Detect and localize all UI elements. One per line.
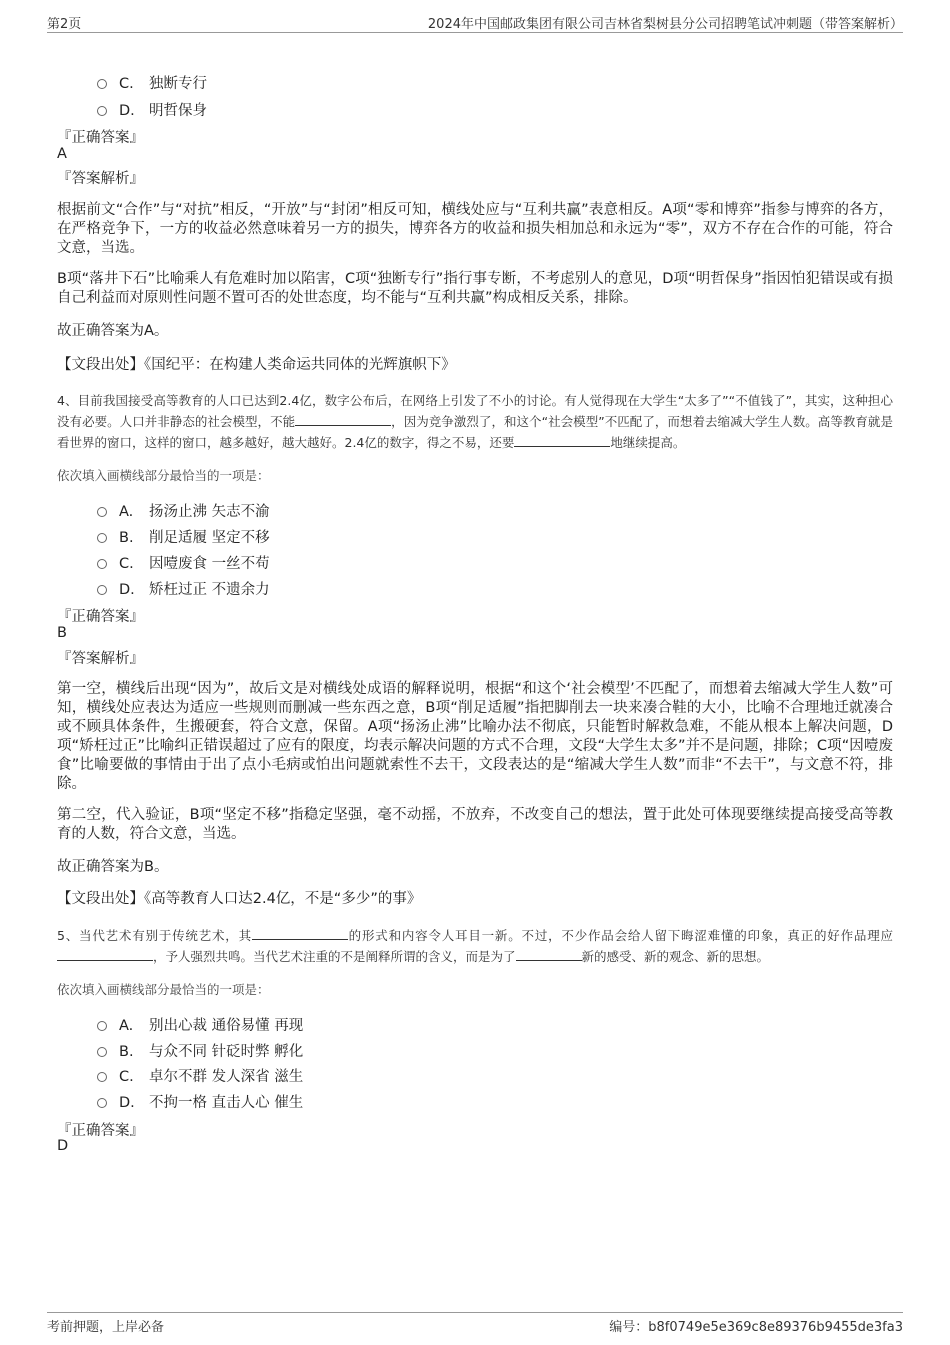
radio-icon[interactable] <box>97 1098 107 1108</box>
answer-label: 『正确答案』 <box>57 130 144 146</box>
fill-blank <box>57 948 153 961</box>
option-c[interactable]: C. 独断专行 <box>97 72 207 93</box>
option-c[interactable]: C. 卓尔不群 发人深省 滋生 <box>97 1065 303 1086</box>
conclusion: 故正确答案为B。 <box>57 859 169 875</box>
analysis-paragraph: 第二空，代入验证，B项“坚定不移”指稳定坚强，毫不动摇，不放弃，不改变自己的想法，置于此处可体现要继续提高接受高等教育的人数，符合文意，当选。 <box>57 807 893 842</box>
radio-icon[interactable] <box>97 585 107 595</box>
footer-slogan: 考前押题，上岸必备 <box>47 1320 165 1335</box>
option-c[interactable]: C. 因噎废食 一丝不苟 <box>97 552 270 573</box>
option-d[interactable]: D. 明哲保身 <box>97 99 207 120</box>
document-title: 2024年中国邮政集团有限公司吉林省梨树县分公司招聘笔试冲刺题（带答案解析） <box>427 17 903 32</box>
page-header <box>47 12 903 33</box>
radio-icon[interactable] <box>97 79 107 89</box>
analysis-paragraph: 根据前文“合作”与“对抗”相反，“开放”与“封闭”相反可知，横线处应与“互利共赢”表意相反。A项“零和博弈”指参与博弈的各方，在严格竞争下，一方的收益必然意味着另一方的损失，博弈各方的收益和损失相加总和永远为“零”，双方不存在合作的可能，符合文意，当选。 <box>57 202 893 256</box>
radio-icon[interactable] <box>97 1021 107 1031</box>
option-b[interactable]: B. 与众不同 针砭时弊 孵化 <box>97 1040 303 1061</box>
answer-value: B <box>57 625 67 641</box>
page-number: 第2页 <box>47 17 82 32</box>
analysis-paragraph: 第一空，横线后出现“因为”，故后文是对横线处成语的解释说明，根据“和这个‘社会模型’不匹配了，而想着去缩减大学生人数”可知，横线处应表达为适应一些规则而删减一些东西之意，B项“削足适履”指把脚削去一块来凑合鞋的大小，比喻不合理地迁就凑合或不顾具体条件，生搬硬套，符合文意，保留。A项“扬汤止沸”比喻办法不彻底，只能暂时解救急难，不能从根本上解决问题，D项“矫枉过正”比喻纠正错误超过了应有的限度，均表示解决问题的方式不合理，文段“大学生太多”并不是问题，排除；C项“因噎废食”比喻要做的事情由于出了点小毛病或怕出问题就索性不去干，文段表达的是“缩减大学生人数”而非“不去干”，与文意不符，排除。 <box>57 681 893 792</box>
conclusion: 故正确答案为A。 <box>57 323 169 339</box>
fill-blank <box>514 434 610 447</box>
question-stem: 4、目前我国接受高等教育的人口已达到2.4亿，数字公布后，在网络上引发了不小的讨论。有人觉得现在大学生“太多了”“不值钱了”，其实，这种担心没有必要。人口并非静态的社会模型，不能 ，因为竞争激烈了，和这个“社会模型”不匹配了，而想着去缩减大学生人数。高等教育就是看世界的窗口，这样的窗口，越多越好，越大越好。2.4亿的数字，得之不易，还要 地继续提高。 <box>57 393 893 450</box>
answer-label: 『正确答案』 <box>57 1123 144 1139</box>
answer-value: D <box>57 1138 69 1154</box>
radio-icon[interactable] <box>97 533 107 543</box>
answer-value: A <box>57 146 67 162</box>
radio-icon[interactable] <box>97 106 107 116</box>
option-d[interactable]: D. 不拘一格 直击人心 催生 <box>97 1091 303 1112</box>
analysis-label: 『答案解析』 <box>57 651 144 667</box>
fill-blank <box>516 948 582 961</box>
source-citation: 【文段出处】《国纪平：在构建人类命运共同体的光辉旗帜下》 <box>57 357 456 373</box>
answer-label: 『正确答案』 <box>57 609 144 625</box>
radio-icon[interactable] <box>97 559 107 569</box>
analysis-paragraph: B项“落井下石”比喻乘人有危难时加以陷害，C项“独断专行”指行事专断，不考虑别人的意见，D项“明哲保身”指因怕犯错误或有损自己利益而对原则性问题不置可否的处世态度，均不能与“互利共赢”构成相反关系，排除。 <box>57 271 893 306</box>
page-footer <box>47 1312 903 1335</box>
source-citation: 【文段出处】《高等教育人口达2.4亿，不是“多少”的事》 <box>57 891 422 907</box>
radio-icon[interactable] <box>97 1072 107 1082</box>
question-prompt: 依次填入画横线部分最恰当的一项是： <box>57 982 270 997</box>
option-d[interactable]: D. 矫枉过正 不遗余力 <box>97 578 270 599</box>
question-prompt: 依次填入画横线部分最恰当的一项是： <box>57 468 270 483</box>
option-a[interactable]: A. 别出心裁 通俗易懂 再现 <box>97 1014 303 1035</box>
radio-icon[interactable] <box>97 507 107 517</box>
radio-icon[interactable] <box>97 1047 107 1057</box>
document-code: 编号：b8f0749e5e369c8e89376b9455de3fa3 <box>609 1320 903 1335</box>
option-b[interactable]: B. 削足适履 坚定不移 <box>97 526 270 547</box>
option-a[interactable]: A. 扬汤止沸 矢志不渝 <box>97 500 270 521</box>
question-stem: 5、当代艺术有别于传统艺术，其 的形式和内容令人耳目一新。不过，不少作品会给人留下晦涩难懂的印象，真正的好作品理应，予人强烈共鸣。当代艺术注重的不是阐释所谓的含义，而是为了 新的感受、新的观念、新的思想。 <box>57 928 893 964</box>
fill-blank <box>295 413 391 426</box>
analysis-label: 『答案解析』 <box>57 171 144 187</box>
fill-blank <box>252 927 348 940</box>
